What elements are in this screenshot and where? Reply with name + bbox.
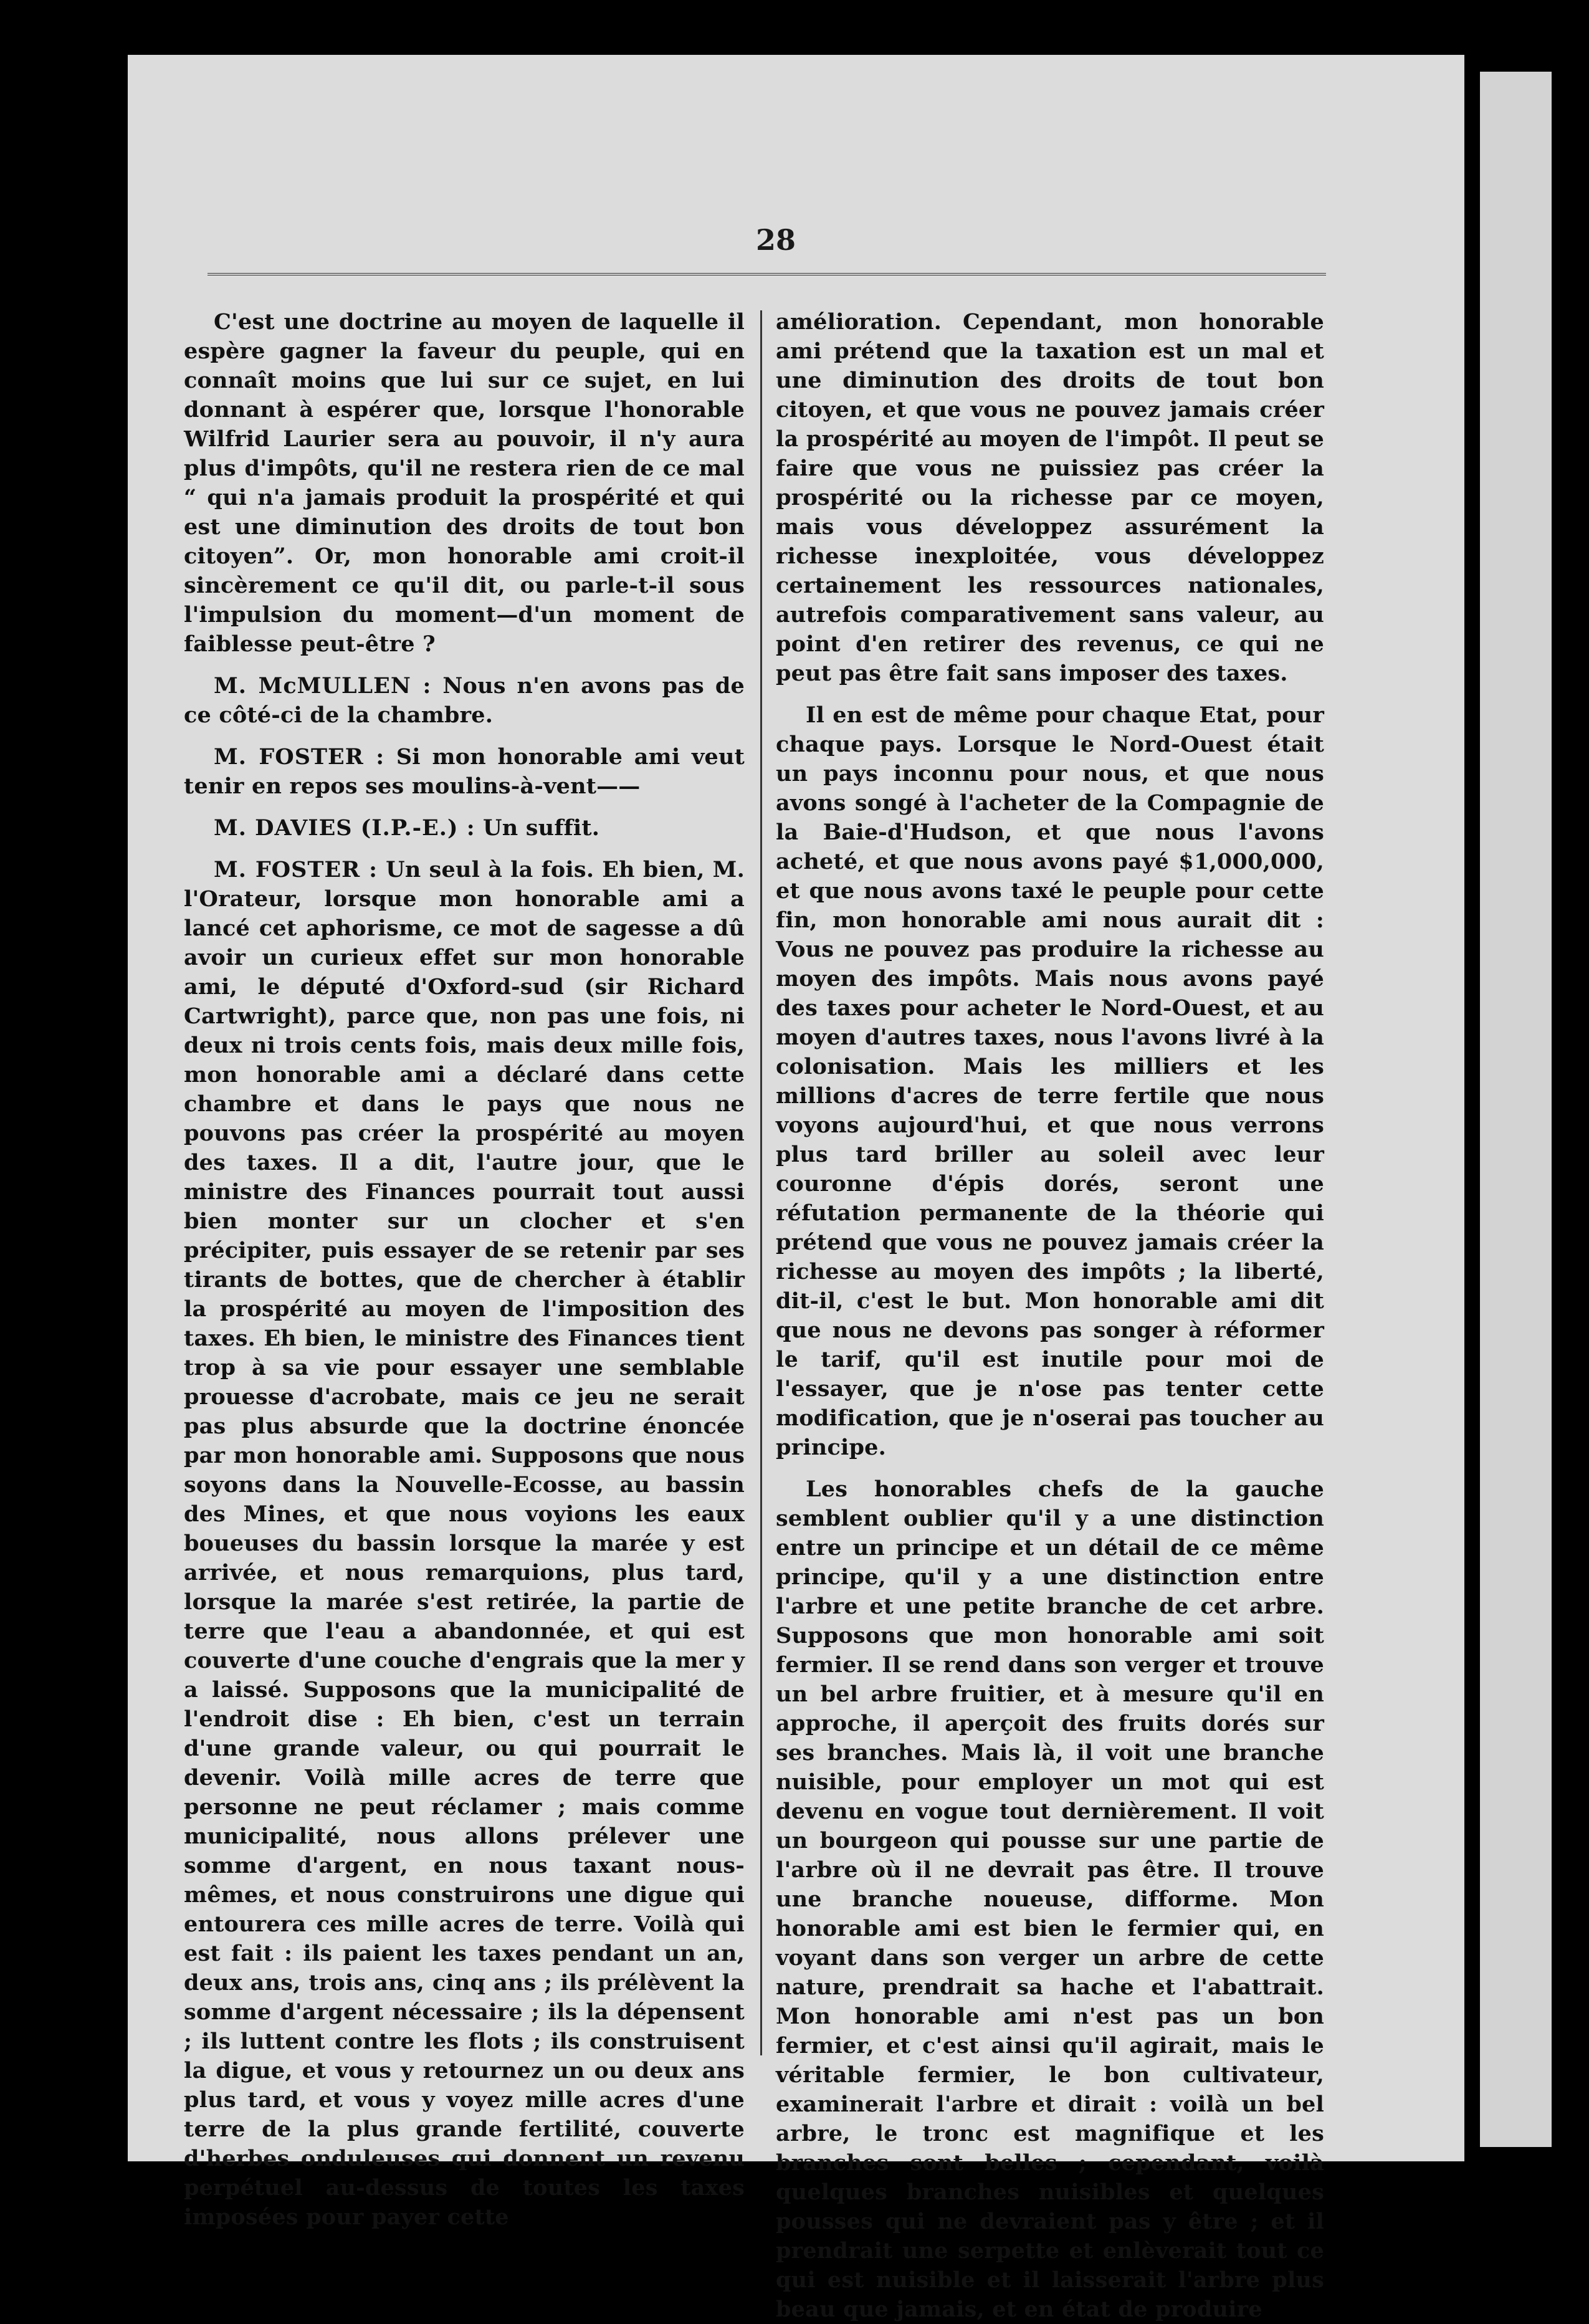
paragraph-text: Il en est de même pour chaque Etat, pour chaque pays. Lorsque le Nord-Ouest était un pays inconnu pour nous, et que nous avons songé à l'acheter de la Compagnie de la Baie-d'Hudson, et que nous l'avons acheté, et que nous avons payé $1,000,000, et que nous avons taxé le peuple pour cette fin, mon honorable ami nous aurait dit : Vous ne pouvez pas produire la richesse au moyen des impôts. Mais nous avons payé des taxes pour acheter le Nord-Ouest, et au moyen d'autres taxes, nous l'avons livré à la colonisation. Mais les milliers et les millions d'acres de terre fertile que nous voyons aujourd'hui, et que nous verrons plus tard briller au soleil avec leur couronne d'épis dorés, seront une réfutation permanente de la théorie qui prétend que vous ne pouvez jamais créer la richesse au moyen des impôts ; la liberté, dit-il, c'est le but. Mon honorable ami dit que nous ne devons pas songer à réformer le tarif, qu'il est inutile pour moi de l'essayer, que je n'ose pas tenter cette modification, que je n'oserai pas toucher au principe. [776, 702, 1324, 1460]
paragraph-text: Nous n'en avons pas de ce côté-ci de la chambre. [184, 673, 745, 728]
column-divider [760, 310, 762, 2055]
paragraph [776, 1475, 1324, 2324]
paragraph [776, 701, 1324, 1462]
left-column [184, 307, 745, 2232]
speaker-name: M. DAVIES (I.P.-E.) : [214, 815, 475, 841]
paragraph-text: Si mon honorable ami veut tenir en repos ses moulins-à-vent—— [184, 744, 745, 799]
paragraph-text: C'est une doctrine au moyen de laquelle il espère gagner la faveur du peuple, qui en connaît moins que lui sur ce sujet, en lui donnant à espérer que, lorsque l'honorable Wilfrid Laurier sera au pouvoir, il n'y aura plus d'impôts, qu'il ne restera rien de ce mal “ qui n'a jamais produit la prospérité et qui est une diminution des droits de tout bon citoyen”. Or, mon honorable ami croit-il sincèrement ce qu'il dit, ou parle-t-il sous l'impulsion du moment—d'un moment de faiblesse peut-être ? [184, 309, 745, 657]
header-rule [208, 273, 1326, 275]
right-column [776, 307, 1324, 2324]
page-number: 28 [755, 223, 796, 257]
page-sheet [128, 55, 1464, 2322]
speaker-name: M. FOSTER : [214, 744, 385, 770]
paragraph [776, 307, 1324, 688]
adjacent-page-edge [1480, 72, 1552, 2147]
speaker-name: M. McMULLEN : [214, 673, 432, 699]
speech-paragraph [184, 855, 745, 2232]
paragraph-text: Les honorables chefs de la gauche semblent oublier qu'il y a une distinction entre un principe et un détail de ce même principe, qu'il y a une distinction entre l'arbre et une petite branche de cet arbre. Supposons que mon honorable ami soit fermier. Il se rend dans son verger et trouve un bel arbre fruitier, et à mesure qu'il en approche, il aperçoit des fruits dorés sur ses branches. Mais là, il voit une branche nuisible, pour employer un mot qui est devenu en vogue tout dernièrement. Il voit un bourgeon qui pousse sur une partie de l'arbre où il ne devrait pas être. Il trouve une branche noueuse, difforme. Mon honorable ami est bien le fermier qui, en voyant dans son verger un arbre de cette nature, prendrait sa hache et l'abattrait. Mon honorable ami n'est pas un bon fermier, et c'est ainsi qu'il agirait, mais le véritable fermier, le bon cultivateur, examinerait l'arbre et dirait : voilà un bel arbre, le tronc est magnifique et les branches sont belles ; cependant, voilà quelques branches nuisibles et quelques pousses qui ne devraient pas y être ; et il prendrait une serpette et enlèverait tout ce qui est nuisible et il laisserait l'arbre plus beau que jamais, et en état de produire [776, 1476, 1324, 2322]
paragraph-text: Un seul à la fois. Eh bien, M. l'Orateur, lorsque mon honorable ami a lancé cet aphorisme, ce mot de sagesse a dû avoir un curieux effet sur mon honorable ami, le député d'Oxford-sud (sir Richard Cartwright), parce que, non pas une fois, ni deux ni trois cents fois, mais deux mille fois, mon honorable ami a déclaré dans cette chambre et dans le pays que nous ne pouvons pas créer la prospérité au moyen des taxes. Il a dit, l'autre jour, que le ministre des Finances pourrait tout aussi bien monter sur un clocher et s'en précipiter, puis essayer de se retenir par ses tirants de bottes, que de chercher à établir la prospérité au moyen de l'imposition des taxes. Eh bien, le ministre des Finances tient trop à sa vie pour essayer une semblable prouesse d'acrobate, mais ce jeu ne serait pas plus absurde que la doctrine énoncée par mon honorable ami. Supposons que nous soyons dans la Nouvelle-Ecosse, au bassin des Mines, et que nous voyions les eaux boueuses du bassin lorsque la marée y est arrivée, et nous remarquions, plus tard, lorsque la marée s'est retirée, la partie de terre que l'eau a abandonnée, et qui est couverte d'une couche d'engrais que la mer y a laissé. Supposons que la municipalité de l'endroit dise : Eh bien, c'est un terrain d'une grande valeur, ou qui pourrait le devenir. Voilà mille acres de terre que personne ne peut réclamer ; mais comme municipalité, nous allons prélever une somme d'argent, en nous taxant nous-mêmes, et nous construirons une digue qui entourera ces mille acres de terre. Voilà qui est fait : ils paient les taxes pendant un an, deux ans, trois ans, cinq ans ; ils prélèvent la somme d'argent nécessaire ; ils la dépensent ; ils luttent contre les flots ; ils construisent la digue, et vous y retournez un ou deux ans plus tard, et vous y voyez mille acres d'une terre de la plus grande fertilité, couverte d'herbes onduleuses qui donnent un revenu perpétuel au-dessus de toutes les taxes imposées pour payer cette [184, 857, 745, 2230]
speech-paragraph [184, 742, 745, 801]
speaker-name: M. FOSTER : [214, 857, 378, 882]
paragraph [184, 307, 745, 659]
speech-paragraph [184, 671, 745, 730]
paragraph-text: amélioration. Cependant, mon honorable ami prétend que la taxation est un mal et une diminution des droits de tout bon citoyen, et que vous ne pouvez jamais créer la prospérité au moyen de l'impôt. Il peut se faire que vous ne puissiez pas créer la prospérité ou la richesse par ce moyen, mais vous développez assurément la richesse inexploitée, vous développez certainement les ressources nationales, autrefois comparativement sans valeur, au point d'en retirer des revenus, ce qui ne peut pas être fait sans imposer des taxes. [776, 309, 1324, 686]
speech-paragraph [184, 813, 745, 843]
paragraph-text: Un suffit. [483, 815, 600, 841]
